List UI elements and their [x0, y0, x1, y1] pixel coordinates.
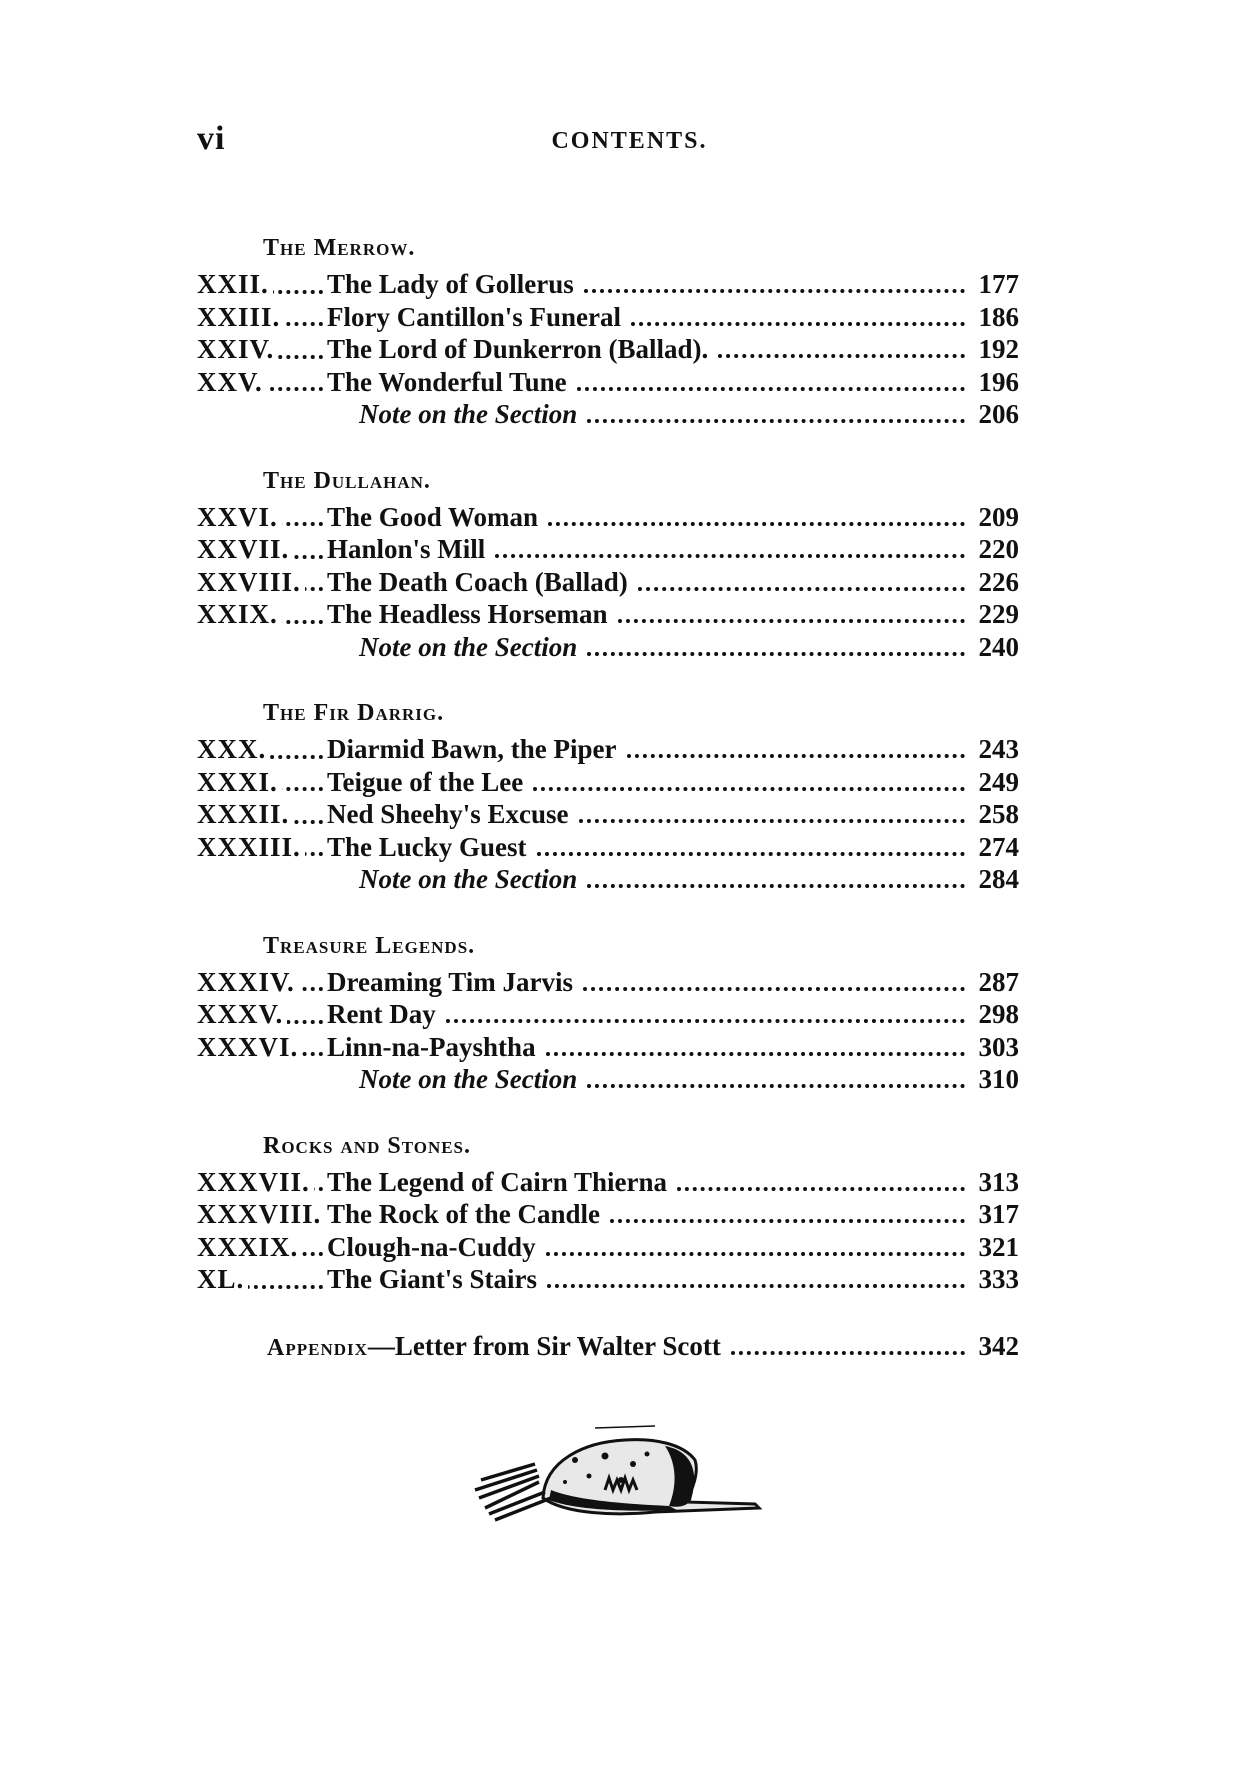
entry-title: Rent Day — [327, 999, 436, 1029]
toc-entry[interactable] — [197, 1263, 1019, 1296]
toc-section — [197, 926, 1019, 1096]
dot-leader — [587, 1084, 965, 1088]
toc-entry[interactable] — [197, 966, 1019, 999]
dot-leader — [547, 1284, 965, 1288]
entry-title: Teigue of the Lee — [327, 766, 524, 797]
toc-entry[interactable] — [197, 268, 1019, 301]
section-heading: The Dullahan. — [263, 467, 431, 494]
entry-page: 317 — [978, 1199, 1019, 1229]
toc-entry[interactable] — [197, 366, 1019, 399]
toc-entry[interactable] — [197, 733, 1019, 766]
toc-entry[interactable] — [197, 566, 1019, 599]
dot-leader — [537, 852, 965, 856]
entry-numeral: XXXI. — [197, 766, 327, 799]
entry-numeral: XXXVI. — [197, 1031, 327, 1064]
toc-section — [197, 693, 1019, 896]
entry-numeral: XXIV. — [197, 333, 327, 366]
entry-page: 229 — [978, 599, 1019, 629]
entry-title: The Death Coach (Ballad) — [327, 566, 628, 597]
toc-entry[interactable] — [197, 333, 1019, 366]
entry-page: 249 — [978, 766, 1019, 797]
dot-leader — [577, 387, 965, 391]
entry-page: 186 — [978, 301, 1019, 332]
entry-page: 284 — [978, 864, 1019, 894]
entry-title: Note on the Section — [359, 631, 578, 662]
dot-leader — [631, 322, 965, 326]
dot-leader — [579, 819, 965, 823]
entry-title: Flory Cantillon's Funeral — [327, 301, 622, 332]
entry-numeral: XXVI. — [197, 501, 327, 534]
dot-leader — [627, 754, 966, 758]
entry-numeral: XXV. — [197, 366, 327, 399]
toc-section — [197, 1126, 1019, 1296]
entry-page: 303 — [978, 1031, 1019, 1062]
toc-entry[interactable] — [197, 831, 1019, 864]
dot-leader — [533, 787, 965, 791]
toc-entry-note[interactable] — [197, 1063, 1019, 1096]
entry-page: 321 — [978, 1231, 1019, 1262]
entry-page: 333 — [978, 1264, 1019, 1294]
appendix-label: Appendix — [267, 1334, 368, 1361]
entry-title: Diarmid Bawn, the Piper — [327, 734, 617, 764]
dot-leader — [587, 419, 965, 423]
entry-page: 310 — [978, 1064, 1019, 1094]
toc-entry[interactable] — [197, 1166, 1019, 1199]
entry-title: Ned Sheehy's Excuse — [327, 799, 569, 829]
entry-page: 274 — [978, 831, 1019, 862]
entry-page: 177 — [978, 269, 1019, 299]
toc-entry[interactable] — [197, 501, 1019, 534]
entry-title: The Lord of Dunkerron (Ballad). — [327, 334, 709, 364]
entry-page: 196 — [978, 366, 1019, 397]
dot-leader — [446, 1019, 965, 1023]
section-heading: The Merrow. — [263, 235, 416, 261]
toc-entry[interactable] — [197, 301, 1019, 334]
entry-numeral: XXXII. — [197, 798, 327, 831]
entry-page: 298 — [978, 999, 1019, 1029]
entry-page: 258 — [978, 799, 1019, 829]
entry-title: The Wonderful Tune — [327, 366, 567, 397]
entry-numeral: XXIX. — [197, 598, 327, 631]
entry-numeral: XXXIV. — [197, 966, 327, 999]
dot-leader — [587, 652, 965, 656]
entry-title: The Legend of Cairn Thierna — [327, 1166, 668, 1197]
entry-page: 192 — [978, 334, 1019, 364]
dot-leader — [546, 1252, 965, 1256]
dot-leader — [584, 289, 965, 293]
entry-numeral: XXVIII. — [197, 566, 327, 599]
dot-leader — [548, 522, 965, 526]
dot-leader — [610, 1219, 965, 1223]
dot-leader — [546, 1052, 965, 1056]
toc-entry-note[interactable] — [197, 631, 1019, 664]
entry-numeral: XXVII. — [197, 533, 327, 566]
entry-title: Hanlon's Mill — [327, 534, 486, 564]
toc-entry[interactable] — [197, 1198, 1019, 1231]
entry-page: 226 — [978, 566, 1019, 597]
entry-page: 240 — [978, 631, 1019, 662]
toc-entry[interactable] — [197, 766, 1019, 799]
toc-section — [197, 461, 1019, 664]
dot-leader — [495, 554, 965, 558]
entry-page: 206 — [978, 399, 1019, 429]
toc-entry[interactable] — [197, 998, 1019, 1031]
section-heading: Treasure Legends. — [263, 932, 476, 959]
entry-page: 209 — [978, 501, 1019, 532]
appendix-title: —Letter from Sir Walter Scott — [367, 1330, 721, 1361]
entry-title: The Lucky Guest — [327, 831, 527, 862]
toc-entry[interactable] — [197, 1231, 1019, 1264]
toc-entry[interactable] — [197, 533, 1019, 566]
table-of-contents — [197, 228, 1019, 1366]
entry-title: The Good Woman — [327, 501, 539, 532]
section-heading: The Fir Darrig. — [263, 700, 445, 726]
toc-entry[interactable] — [197, 1031, 1019, 1064]
entry-title: Dreaming Tim Jarvis — [327, 966, 574, 997]
entry-title: The Giant's Stairs — [327, 1264, 538, 1294]
dot-leader — [618, 619, 966, 623]
page-number: vi — [197, 120, 226, 157]
dot-leader — [583, 987, 965, 991]
entry-page: 220 — [978, 534, 1019, 564]
section-heading: Rocks and Stones. — [263, 1132, 472, 1159]
running-title: CONTENTS. — [551, 128, 708, 154]
entry-numeral: XXXVII. — [197, 1166, 327, 1199]
entry-title: Note on the Section — [359, 1064, 578, 1094]
entry-numeral: XXIII. — [197, 301, 327, 334]
entry-numeral: XXXVIII. — [197, 1198, 327, 1231]
entry-numeral: XXXIII. — [197, 831, 327, 864]
dot-leader — [731, 1351, 965, 1355]
entry-numeral: XXXV. — [197, 998, 327, 1031]
tailpiece-ornament — [455, 1420, 775, 1530]
dot-leader — [718, 354, 965, 358]
entry-title: The Rock of the Candle — [327, 1199, 601, 1229]
entry-title: Note on the Section — [359, 399, 578, 429]
entry-title: The Headless Horseman — [327, 599, 608, 629]
toc-entry[interactable] — [197, 798, 1019, 831]
entry-numeral: XL. — [197, 1263, 327, 1296]
dot-leader — [587, 884, 965, 888]
entry-title: The Lady of Gollerus — [327, 269, 574, 299]
entry-page: 313 — [978, 1166, 1019, 1197]
entry-title: Clough-na-Cuddy — [327, 1231, 536, 1262]
appendix-page: 342 — [978, 1330, 1019, 1361]
toc-entry-note[interactable] — [197, 863, 1019, 896]
entry-title: Note on the Section — [359, 864, 578, 894]
entry-numeral: XXXIX. — [197, 1231, 327, 1264]
entry-numeral: XXII. — [197, 268, 327, 301]
toc-entry[interactable] — [197, 598, 1019, 631]
entry-numeral: XXX. — [197, 733, 327, 766]
dot-leader — [638, 587, 965, 591]
toc-section — [197, 228, 1019, 431]
appendix-entry[interactable] — [267, 1326, 1019, 1366]
entry-page: 243 — [978, 734, 1019, 764]
toc-entry-note[interactable] — [197, 398, 1019, 431]
entry-title: Linn-na-Payshtha — [327, 1031, 536, 1062]
entry-page: 287 — [978, 966, 1019, 997]
dot-leader — [677, 1187, 965, 1191]
